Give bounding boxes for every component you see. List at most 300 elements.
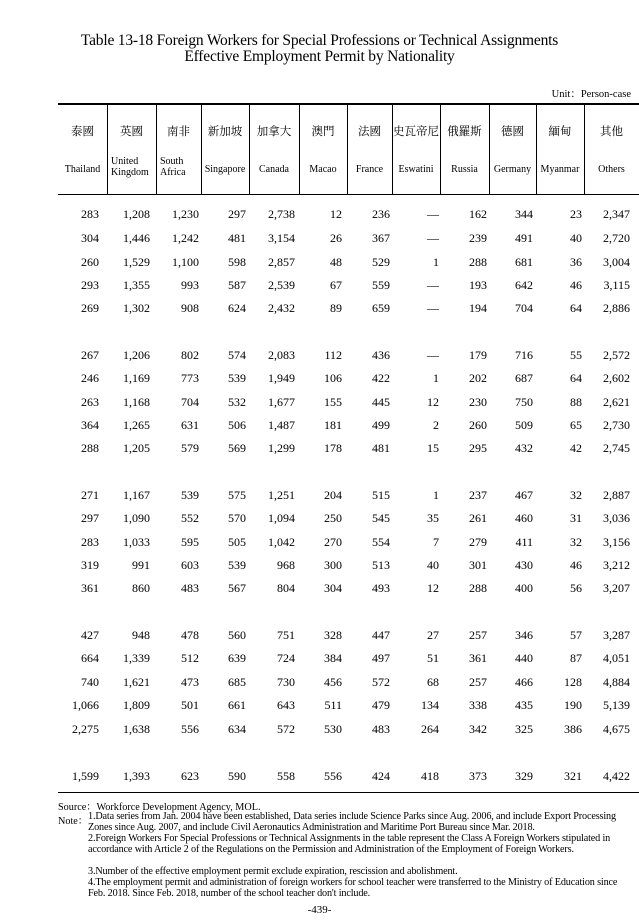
table-cell: 513 xyxy=(372,558,390,572)
column-header-en xyxy=(201,165,249,176)
table-cell: 3,156 xyxy=(603,535,630,549)
table-cell: 623 xyxy=(181,769,199,783)
table-cell: 505 xyxy=(228,535,246,549)
table-cell: 230 xyxy=(469,395,487,409)
table-cell: 179 xyxy=(469,348,487,362)
table-cell: 499 xyxy=(372,418,390,432)
table-cell: 556 xyxy=(324,769,342,783)
table-cell: 575 xyxy=(228,488,246,502)
table-cell: 740 xyxy=(81,675,99,689)
table-cell: 271 xyxy=(81,488,99,502)
table-cell: 506 xyxy=(228,418,246,432)
table-cell: 730 xyxy=(277,675,295,689)
table-cell: 23 xyxy=(570,207,582,221)
column-header-zh: 英國 xyxy=(120,124,143,138)
table-cell: 643 xyxy=(277,698,295,712)
table-cell: 530 xyxy=(324,722,342,736)
table-cell: — xyxy=(427,231,439,245)
table-cell: 51 xyxy=(427,651,439,665)
column-header-en-line: Russia xyxy=(451,164,478,175)
table-cell: 603 xyxy=(181,558,199,572)
table-cell: 497 xyxy=(372,651,390,665)
table-cell: 48 xyxy=(330,255,342,269)
table-cell: 35 xyxy=(427,511,439,525)
table-cell: 624 xyxy=(228,301,246,315)
table-cell: 2,347 xyxy=(603,207,630,221)
page-number: -439- xyxy=(307,904,332,916)
table-cell: 687 xyxy=(515,371,533,385)
table-cell: 42 xyxy=(570,441,582,455)
table-cell: 338 xyxy=(469,698,487,712)
table-cell: 1,094 xyxy=(268,511,295,525)
table-cell: 1,809 xyxy=(123,698,150,712)
table-cell: 263 xyxy=(81,395,99,409)
table-cell: 32 xyxy=(570,488,582,502)
column-header-en-line: United xyxy=(111,156,139,167)
table-cell: 250 xyxy=(324,511,342,525)
table-cell: 569 xyxy=(228,441,246,455)
table-cell: 512 xyxy=(181,651,199,665)
table-cell: 1,169 xyxy=(123,371,150,385)
table-cell: 1,230 xyxy=(172,207,199,221)
table-cell: 435 xyxy=(515,698,533,712)
table-cell: 1,355 xyxy=(123,278,150,292)
table-cell: 67 xyxy=(330,278,342,292)
table-cell: 639 xyxy=(228,651,246,665)
table-cell: 804 xyxy=(277,581,295,595)
column-header-zh: 新加坡 xyxy=(207,124,243,138)
table-cell: 300 xyxy=(324,558,342,572)
table-cell: 552 xyxy=(181,511,199,525)
table-cell: 246 xyxy=(81,371,99,385)
table-cell: 1,529 xyxy=(123,255,150,269)
table-cell: 40 xyxy=(427,558,439,572)
table-cell: 567 xyxy=(228,581,246,595)
table-cell: 1 xyxy=(433,255,439,269)
column-header-zh: 史瓦帝尼 xyxy=(393,124,439,138)
table-cell: 373 xyxy=(469,769,487,783)
table-cell: 2,275 xyxy=(72,722,99,736)
table-cell: 190 xyxy=(564,698,582,712)
column-header-zh: 泰國 xyxy=(71,124,94,138)
table-cell: 31 xyxy=(570,511,582,525)
table-cell: 572 xyxy=(277,722,295,736)
table-cell: 3,036 xyxy=(603,511,630,525)
table-cell: 558 xyxy=(277,769,295,783)
table-cell: 7 xyxy=(433,535,439,549)
table-cell: 545 xyxy=(372,511,390,525)
column-header xyxy=(392,104,440,194)
table-cell: 12 xyxy=(427,581,439,595)
table-cell: 440 xyxy=(515,651,533,665)
table-cell: 467 xyxy=(515,488,533,502)
table-cell: — xyxy=(427,301,439,315)
table-cell: 178 xyxy=(324,441,342,455)
column-header-en-line: Thailand xyxy=(64,164,101,175)
table-cell: 716 xyxy=(515,348,533,362)
note-item: 3.Number of the effective employment permit exclude expiration, rescission and abolishment. xyxy=(88,866,458,877)
column-header-zh: 法國 xyxy=(358,124,381,138)
column-header-en-line: Eswatini xyxy=(398,164,434,175)
table-cell: — xyxy=(427,207,439,221)
note-item: 2.Foreign Workers For Special Professions or Technical Assignments in the table represent the Class A Foreign Workers stipulated in accordance with Article 2 of the Regulations on the Permission and Administration of the Employment of Foreign Workers. xyxy=(88,833,611,855)
table-cell: 559 xyxy=(372,278,390,292)
table-cell: 283 xyxy=(81,207,99,221)
table-cell: 574 xyxy=(228,348,246,362)
table-cell: 1,167 xyxy=(123,488,150,502)
table-cell: 15 xyxy=(427,441,439,455)
column-header xyxy=(201,104,249,194)
table-cell: 511 xyxy=(324,698,342,712)
table-cell: 57 xyxy=(570,628,582,642)
table-cell: 261 xyxy=(469,511,487,525)
table-cell: 570 xyxy=(228,511,246,525)
table-cell: 270 xyxy=(324,535,342,549)
table-cell: 68 xyxy=(427,675,439,689)
note-label: Note： xyxy=(58,816,88,827)
table-cell: 257 xyxy=(469,628,487,642)
table-cell: 329 xyxy=(515,769,533,783)
table-cell: 2,745 xyxy=(603,441,630,455)
table-cell: 400 xyxy=(515,581,533,595)
table-cell: 267 xyxy=(81,348,99,362)
table-cell: 445 xyxy=(372,395,390,409)
column-header-en-line: Macao xyxy=(309,164,337,175)
table-cell: 65 xyxy=(570,418,582,432)
table-cell: 1,208 xyxy=(123,207,150,221)
table-cell: 3,154 xyxy=(268,231,295,245)
table-cell: 4,051 xyxy=(603,651,630,665)
table-cell: 40 xyxy=(570,231,582,245)
table-cell: 1,299 xyxy=(268,441,295,455)
column-header xyxy=(156,104,201,194)
table-cell: 447 xyxy=(372,628,390,642)
table-cell: 968 xyxy=(277,558,295,572)
table-cell: 386 xyxy=(564,722,582,736)
table-cell: 751 xyxy=(277,628,295,642)
table-cell: 1,090 xyxy=(123,511,150,525)
table-cell: 724 xyxy=(277,651,295,665)
table-cell: 1 xyxy=(433,488,439,502)
table-cell: 1,621 xyxy=(123,675,150,689)
table-cell: 631 xyxy=(181,418,199,432)
table-cell: — xyxy=(427,348,439,362)
table-cell: 478 xyxy=(181,628,199,642)
column-header-en xyxy=(58,165,107,176)
table-cell: 1,302 xyxy=(123,301,150,315)
table-cell: 239 xyxy=(469,231,487,245)
column-header-en xyxy=(299,165,347,176)
table-cell: 1,251 xyxy=(268,488,295,502)
table-cell: 297 xyxy=(228,207,246,221)
table-cell: 4,675 xyxy=(603,722,630,736)
table-cell: 155 xyxy=(324,395,342,409)
table-cell: 948 xyxy=(132,628,150,642)
table-cell: 279 xyxy=(469,535,487,549)
table-cell: 595 xyxy=(181,535,199,549)
column-header-en xyxy=(347,165,392,176)
table-cell: 481 xyxy=(228,231,246,245)
table-cell: 12 xyxy=(427,395,439,409)
header-bottom-rule xyxy=(58,194,639,195)
column-header xyxy=(440,104,489,194)
table-cell: 704 xyxy=(181,395,199,409)
column-header xyxy=(249,104,299,194)
table-cell: 460 xyxy=(515,511,533,525)
column-header xyxy=(58,104,107,194)
table-cell: 1,168 xyxy=(123,395,150,409)
table-cell: 681 xyxy=(515,255,533,269)
table-cell: 579 xyxy=(181,441,199,455)
table-cell: 430 xyxy=(515,558,533,572)
table-cell: 269 xyxy=(81,301,99,315)
column-header-en xyxy=(107,157,156,178)
table-cell: 659 xyxy=(372,301,390,315)
table-cell: 1,949 xyxy=(268,371,295,385)
table-cell: 162 xyxy=(469,207,487,221)
column-header-zh: 加拿大 xyxy=(256,124,292,138)
table-cell: 436 xyxy=(372,348,390,362)
table-cell: 2,886 xyxy=(603,301,630,315)
table-cell: 257 xyxy=(469,675,487,689)
table-cell: 1,042 xyxy=(268,535,295,549)
table-cell: 87 xyxy=(570,651,582,665)
table-cell: 5,139 xyxy=(603,698,630,712)
table-cell: 64 xyxy=(570,371,582,385)
table-bottom-rule xyxy=(58,792,639,793)
table-cell: 529 xyxy=(372,255,390,269)
table-cell: 424 xyxy=(372,769,390,783)
column-header-en xyxy=(584,165,639,176)
table-cell: 204 xyxy=(324,488,342,502)
column-header-en-line: Germany xyxy=(493,164,532,175)
table-cell: 493 xyxy=(372,581,390,595)
table-cell: 3,287 xyxy=(603,628,630,642)
table-cell: 301 xyxy=(469,558,487,572)
table-cell: 193 xyxy=(469,278,487,292)
column-header xyxy=(536,104,584,194)
table-cell: 532 xyxy=(228,395,246,409)
note-item: 4.The employment permit and administration of foreign workers for school teacher were transferred to the Ministry of Education since Feb. 2018. Since Feb. 2018, number of the school teacher don't include. xyxy=(88,877,618,899)
table-cell: 12 xyxy=(330,207,342,221)
table-cell: 384 xyxy=(324,651,342,665)
table-cell: 293 xyxy=(81,278,99,292)
table-cell: 661 xyxy=(228,698,246,712)
column-header-zh: 澳門 xyxy=(311,124,335,138)
table-cell: 572 xyxy=(372,675,390,689)
table-cell: 466 xyxy=(515,675,533,689)
column-header-zh: 德國 xyxy=(501,124,524,138)
column-header-en xyxy=(156,157,201,178)
table-cell: 590 xyxy=(228,769,246,783)
column-header-en xyxy=(440,165,489,176)
table-cell: — xyxy=(427,278,439,292)
table-cell: 598 xyxy=(228,255,246,269)
table-cell: 194 xyxy=(469,301,487,315)
table-cell: 501 xyxy=(181,698,199,712)
table-cell: 539 xyxy=(228,371,246,385)
table-cell: 432 xyxy=(515,441,533,455)
table-cell: 2,602 xyxy=(603,371,630,385)
table-cell: 361 xyxy=(81,581,99,595)
table-cell: 128 xyxy=(564,675,582,689)
table-cell: 288 xyxy=(469,255,487,269)
table-cell: 288 xyxy=(81,441,99,455)
table-cell: 2,887 xyxy=(603,488,630,502)
table-cell: 411 xyxy=(515,535,533,549)
column-header-en-line: South xyxy=(160,156,184,167)
column-header-zh: 其他 xyxy=(600,124,623,138)
table-cell: 321 xyxy=(564,769,582,783)
table-cell: 342 xyxy=(469,722,487,736)
table-cell: 304 xyxy=(324,581,342,595)
column-header xyxy=(584,104,639,194)
table-cell: 236 xyxy=(372,207,390,221)
table-cell: 46 xyxy=(570,558,582,572)
table-cell: 1,638 xyxy=(123,722,150,736)
table-title-line-2: Effective Employment Permit by Nationality xyxy=(184,48,455,65)
table-cell: 1,265 xyxy=(123,418,150,432)
table-cell: 418 xyxy=(421,769,439,783)
column-header xyxy=(299,104,347,194)
column-header-en-line: Africa xyxy=(160,166,186,178)
table-cell: 560 xyxy=(228,628,246,642)
table-cell: 1,205 xyxy=(123,441,150,455)
table-cell: 1,033 xyxy=(123,535,150,549)
unit-label: Unit：Person-case xyxy=(551,89,631,100)
table-cell: 773 xyxy=(181,371,199,385)
table-cell: 4,422 xyxy=(603,769,630,783)
table-cell: 1,206 xyxy=(123,348,150,362)
column-header-zh: 南非 xyxy=(167,124,190,138)
table-cell: 642 xyxy=(515,278,533,292)
column-header-en-line: Singapore xyxy=(204,164,246,175)
table-cell: 3,115 xyxy=(603,278,630,292)
table-cell: 1,487 xyxy=(268,418,295,432)
column-header-en-line: France xyxy=(355,164,384,175)
column-header xyxy=(489,104,536,194)
table-cell: 202 xyxy=(469,371,487,385)
column-header xyxy=(107,104,156,194)
column-header-en xyxy=(536,165,584,176)
table-cell: 479 xyxy=(372,698,390,712)
table-cell: 634 xyxy=(228,722,246,736)
table-cell: 344 xyxy=(515,207,533,221)
column-header-en-line: Kingdom xyxy=(111,166,149,178)
table-cell: 2,432 xyxy=(268,301,295,315)
table-cell: 491 xyxy=(515,231,533,245)
table-cell: 685 xyxy=(228,675,246,689)
table-cell: 346 xyxy=(515,628,533,642)
source-note: Source：Workforce Development Agency, MOL. xyxy=(58,802,261,813)
table-cell: 1,599 xyxy=(72,769,99,783)
table-cell: 993 xyxy=(181,278,199,292)
table-cell: 481 xyxy=(372,441,390,455)
table-cell: 64 xyxy=(570,301,582,315)
table-cell: 89 xyxy=(330,301,342,315)
table-cell: 367 xyxy=(372,231,390,245)
table-cell: 2,083 xyxy=(268,348,295,362)
table-cell: 2 xyxy=(433,418,439,432)
table-cell: 112 xyxy=(324,348,342,362)
table-cell: 427 xyxy=(81,628,99,642)
table-cell: 46 xyxy=(570,278,582,292)
table-cell: 556 xyxy=(181,722,199,736)
table-cell: 1,677 xyxy=(268,395,295,409)
table-cell: 2,738 xyxy=(268,207,295,221)
table-cell: 1,446 xyxy=(123,231,150,245)
table-cell: 539 xyxy=(181,488,199,502)
table-cell: 456 xyxy=(324,675,342,689)
table-cell: 283 xyxy=(81,535,99,549)
table-cell: 88 xyxy=(570,395,582,409)
table-cell: 554 xyxy=(372,535,390,549)
table-cell: 304 xyxy=(81,231,99,245)
table-cell: 319 xyxy=(81,558,99,572)
table-cell: 908 xyxy=(181,301,199,315)
table-cell: 181 xyxy=(324,418,342,432)
table-cell: 664 xyxy=(81,651,99,665)
table-cell: 2,539 xyxy=(268,278,295,292)
table-cell: 483 xyxy=(181,581,199,595)
table-cell: 56 xyxy=(570,581,582,595)
table-cell: 32 xyxy=(570,535,582,549)
table-cell: 361 xyxy=(469,651,487,665)
table-cell: 4,884 xyxy=(603,675,630,689)
table-cell: 295 xyxy=(469,441,487,455)
column-header-zh: 俄羅斯 xyxy=(447,124,482,138)
table-cell: 422 xyxy=(372,371,390,385)
table-cell: 1,393 xyxy=(123,769,150,783)
table-cell: 539 xyxy=(228,558,246,572)
table-cell: 1,066 xyxy=(72,698,99,712)
table-cell: 991 xyxy=(132,558,150,572)
column-header xyxy=(347,104,392,194)
column-header-zh: 緬甸 xyxy=(548,124,572,138)
table-cell: 802 xyxy=(181,348,199,362)
column-header-en-line: Myanmar xyxy=(540,164,580,175)
table-cell: 2,621 xyxy=(603,395,630,409)
column-header-en-line: Others xyxy=(598,164,625,175)
table-cell: 134 xyxy=(421,698,439,712)
table-cell: 473 xyxy=(181,675,199,689)
table-cell: 1,339 xyxy=(123,651,150,665)
table-cell: 325 xyxy=(515,722,533,736)
column-header-en xyxy=(392,165,440,176)
column-header-en-line: Canada xyxy=(259,164,289,175)
table-cell: 3,212 xyxy=(603,558,630,572)
table-cell: 483 xyxy=(372,722,390,736)
column-header-en xyxy=(489,165,536,176)
table-cell: 750 xyxy=(515,395,533,409)
table-cell: 1 xyxy=(433,371,439,385)
table-cell: 704 xyxy=(515,301,533,315)
table-cell: 260 xyxy=(81,255,99,269)
table-cell: 2,857 xyxy=(268,255,295,269)
table-cell: 264 xyxy=(421,722,439,736)
table-cell: 237 xyxy=(469,488,487,502)
table-cell: 26 xyxy=(330,231,342,245)
column-header-en xyxy=(249,165,299,176)
table-cell: 55 xyxy=(570,348,582,362)
table-cell: 3,004 xyxy=(603,255,630,269)
table-cell: 288 xyxy=(469,581,487,595)
table-cell: 297 xyxy=(81,511,99,525)
table-cell: 509 xyxy=(515,418,533,432)
table-cell: 860 xyxy=(132,581,150,595)
table-cell: 2,730 xyxy=(603,418,630,432)
table-cell: 27 xyxy=(427,628,439,642)
